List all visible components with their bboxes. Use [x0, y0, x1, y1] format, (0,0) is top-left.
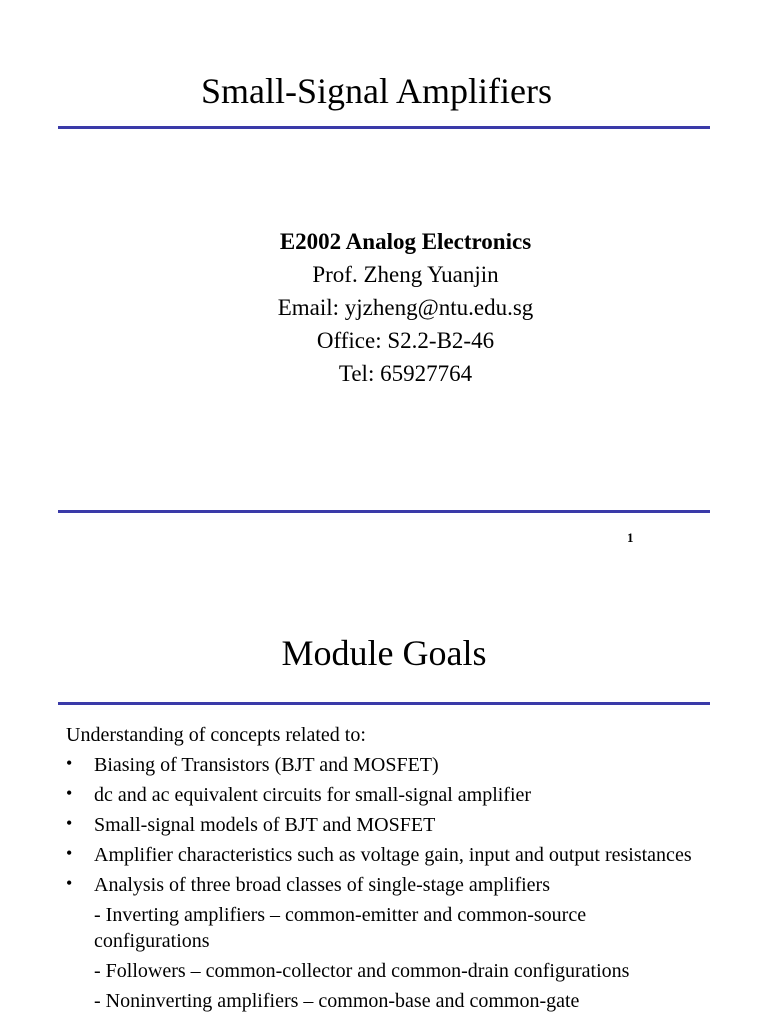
list-item-text: dc and ac equivalent circuits for small-signal amplifier [94, 784, 532, 806]
email-text: Email: yjzheng@ntu.edu.sg [277, 295, 534, 320]
page-number: 1 [627, 530, 634, 545]
list-item [66, 752, 706, 778]
slide2-title: Module Goals [281, 633, 487, 673]
footer-divider [58, 510, 710, 513]
goals-list [66, 752, 706, 898]
list-item-text: Small-signal models of BJT and MOSFET [94, 814, 436, 836]
bullet-icon: • [66, 873, 73, 893]
list-item [66, 812, 706, 838]
goals-intro: Understanding of concepts related to: [66, 724, 366, 746]
bullet-icon: • [66, 783, 73, 803]
list-item-text: Biasing of Transistors (BJT and MOSFET) [94, 754, 439, 776]
list-item-text: Amplifier characteristics such as voltage gain, input and output resistances [94, 844, 692, 866]
list-item [66, 872, 706, 898]
tel-text: Tel: 65927764 [338, 361, 473, 386]
sub-item: - Followers – common-collector and common-drain configurations [94, 960, 630, 982]
course-name: E2002 Analog Electronics [279, 229, 532, 254]
professor-name: Prof. Zheng Yuanjin [312, 262, 499, 287]
sub-item: - Inverting amplifiers – common-emitter and common-source configurations [94, 904, 587, 952]
bullet-icon: • [66, 753, 73, 773]
title-divider [58, 126, 710, 129]
bullet-icon: • [66, 843, 73, 863]
list-item [66, 842, 706, 868]
office-text: Office: S2.2-B2-46 [316, 328, 495, 353]
module-goals [66, 722, 706, 1018]
sub-item: - Noninverting amplifiers – common-base and common-gate [94, 990, 580, 1012]
bullet-icon: • [66, 813, 73, 833]
course-info [0, 225, 768, 390]
list-item [66, 782, 706, 808]
title-divider [58, 702, 710, 705]
slide1-title: Small-Signal Amplifiers [201, 71, 552, 111]
list-item-text: Analysis of three broad classes of single-stage amplifiers [94, 874, 550, 896]
